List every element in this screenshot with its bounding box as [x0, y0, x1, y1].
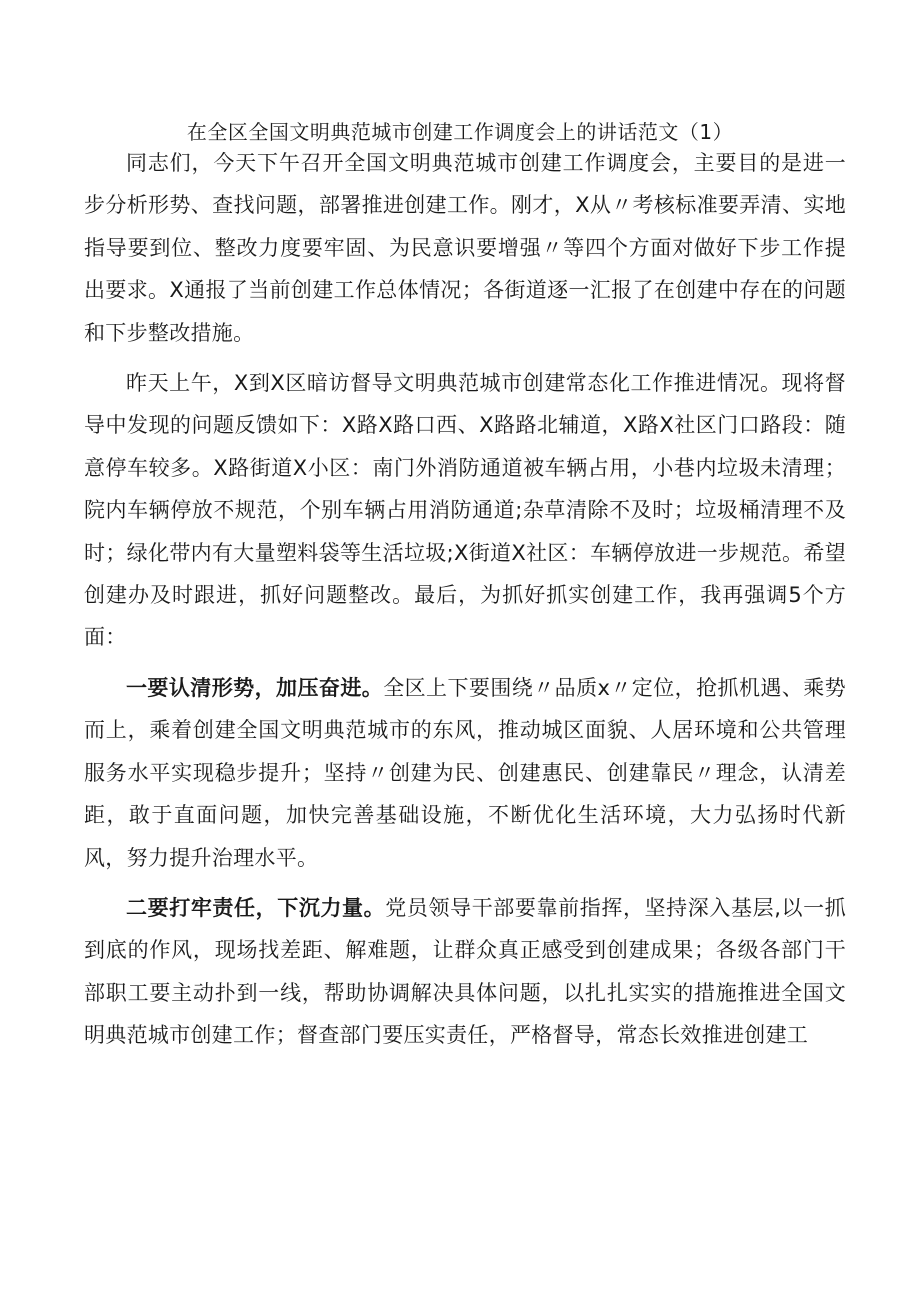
paragraph-1: [84, 142, 846, 354]
paragraph-3-lead: 一要认清形势，加压奋进。: [126, 675, 384, 700]
document-title: 在全区全国文明典范城市创建工作调度会上的讲话范文（1）: [186, 120, 734, 144]
paragraph-2-text: 昨天上午，X到X区暗访督导文明典范城市创建常态化工作推进情况。现将督导中发现的问题反馈如下：X路X路口西、X路路北辅道，X路X社区门口路段：随意停车较多。X路街道X小区：南门外消防通道被车辆占用，小巷内垃圾未清理；院内车辆停放不规范，个别车辆占用消防通道;杂草清除不及时；垃圾桶清理不及时；绿化带内有大量塑料袋等生活垃圾;X街道X社区：车辆停放进一步规范。希望创建办及时跟进，抓好问题整改。最后，为抓好抓实创建工作，我再强调5个方面：: [84, 371, 846, 650]
paragraph-3-text: 全区上下要围绕〃品质x〃定位，抢抓机遇、乘势而上，乘着创建全国文明典范城市的东风，推动城区面貌、人居环境和公共管理服务水平实现稳步提升；坚持〃创建为民、创建惠民、创建靠民〃理念，认清差距，敢于直面问题，加快完善基础设施，不断优化生活环境，大力弘扬时代新风，努力提升治理水平。: [84, 675, 846, 870]
paragraph-4-lead: 二要打牢责任，下沉力量。: [126, 895, 386, 920]
paragraph-4-text: 党员领导干部要靠前指挥，坚持深入基层,以一抓到底的作风，现场找差距、解难题，让群众真正感受到创建成果；各级各部门干部职工要主动扑到一线，帮助协调解决具体问题，以扎扎实实的措施推进全国文明典范城市创建工作；督查部门要压实责任，严格督导，常态长效推进创建工: [84, 895, 846, 1048]
paragraph-1-text: 同志们，今天下午召开全国文明典范城市创建工作调度会，主要目的是进一步分析形势、查找问题，部署推进创建工作。刚才，X从〃考核标准要弄清、实地指导要到位、整改力度要牢固、为民意识要增强〃等四个方面对做好下步工作提出要求。X通报了当前创建工作总体情况；各街道逐一汇报了在创建中存在的问题和下步整改措施。: [84, 151, 846, 345]
paragraph-4: [84, 887, 846, 1057]
paragraph-3: [84, 667, 846, 879]
document-body: [84, 142, 846, 1065]
paragraph-2: [84, 362, 846, 659]
